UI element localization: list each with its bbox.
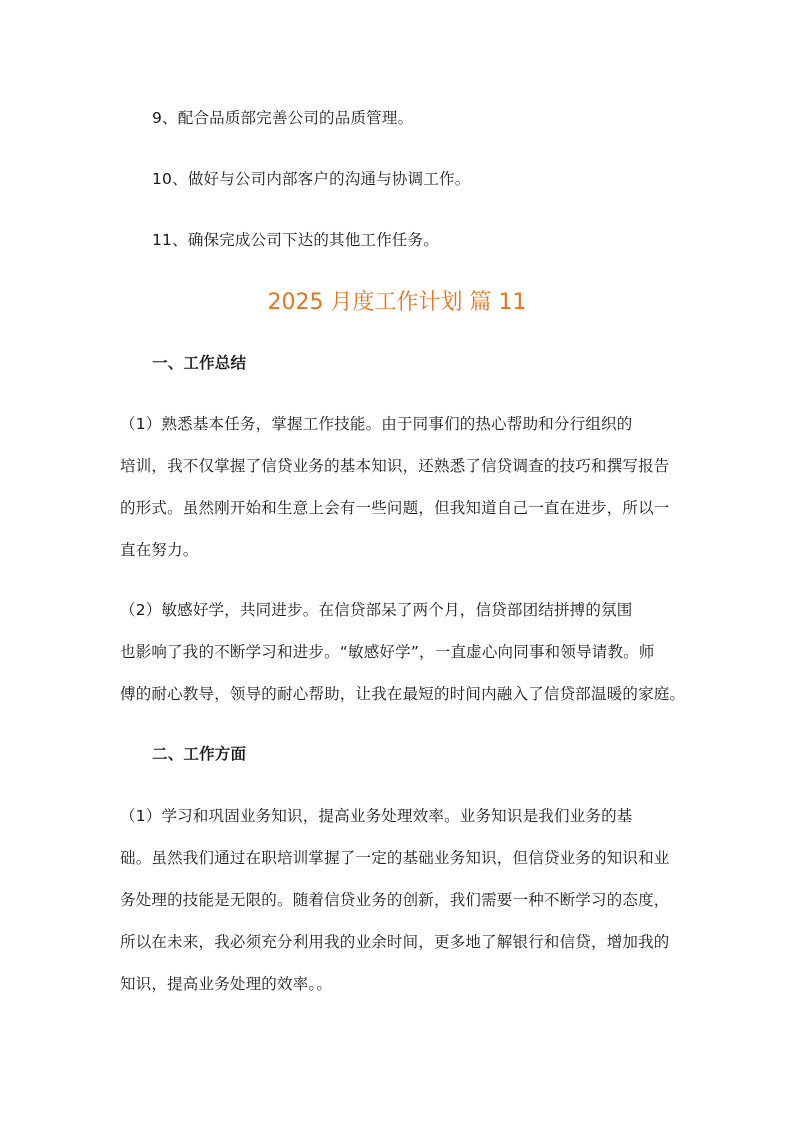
paragraph-line: 础。虽然我们通过在职培训掌握了一定的基础业务知识，但信贷业务的知识和业 [120, 849, 670, 867]
paragraph-line: 也影响了我的不断学习和进步。“敏感好学”，一直虚心向同事和领导请教。师 [120, 643, 655, 661]
list-item-10: 10、做好与公司内部客户的沟通与协调工作。 [152, 170, 471, 188]
paragraph-line: 傅的耐心教导，领导的耐心帮助，让我在最短的时间内融入了信贷部温暖的家庭。 [120, 685, 686, 703]
paragraph-line: 直在努力。 [120, 541, 199, 559]
section-heading-work: 二、工作方面 [152, 745, 247, 763]
list-item-9: 9、配合品质部完善公司的品质管理。 [152, 109, 414, 127]
paragraph-line: （1）熟悉基本任务，掌握工作技能。由于同事们的热心帮助和分行组织的 [120, 415, 633, 433]
section-title: 2025 月度工作计划 篇 11 [267, 290, 527, 315]
paragraph-line: 所以在未来，我必须充分利用我的业余时间，更多地了解银行和信贷，增加我的 [120, 933, 670, 951]
paragraph-line: 知识，提高业务处理的效率。。 [120, 975, 333, 993]
list-item-11: 11、确保完成公司下达的其他工作任务。 [152, 231, 440, 249]
paragraph-line: （1）学习和巩固业务知识，提高业务处理效率。业务知识是我们业务的基 [120, 807, 633, 825]
paragraph-line: 培训，我不仅掌握了信贷业务的基本知识，还熟悉了信贷调查的技巧和撰写报告 [120, 457, 670, 475]
paragraph-line: （2）敏感好学，共同进步。在信贷部呆了两个月，信贷部团结拼搏的氛围 [120, 601, 633, 619]
section-heading-summary: 一、工作总结 [152, 354, 247, 372]
paragraph-line: 务处理的技能是无限的。随着信贷业务的创新，我们需要一种不断学习的态度， [120, 891, 670, 909]
paragraph-line: 的形式。虽然刚开始和生意上会有一些问题，但我知道自己一直在进步，所以一 [120, 499, 670, 517]
